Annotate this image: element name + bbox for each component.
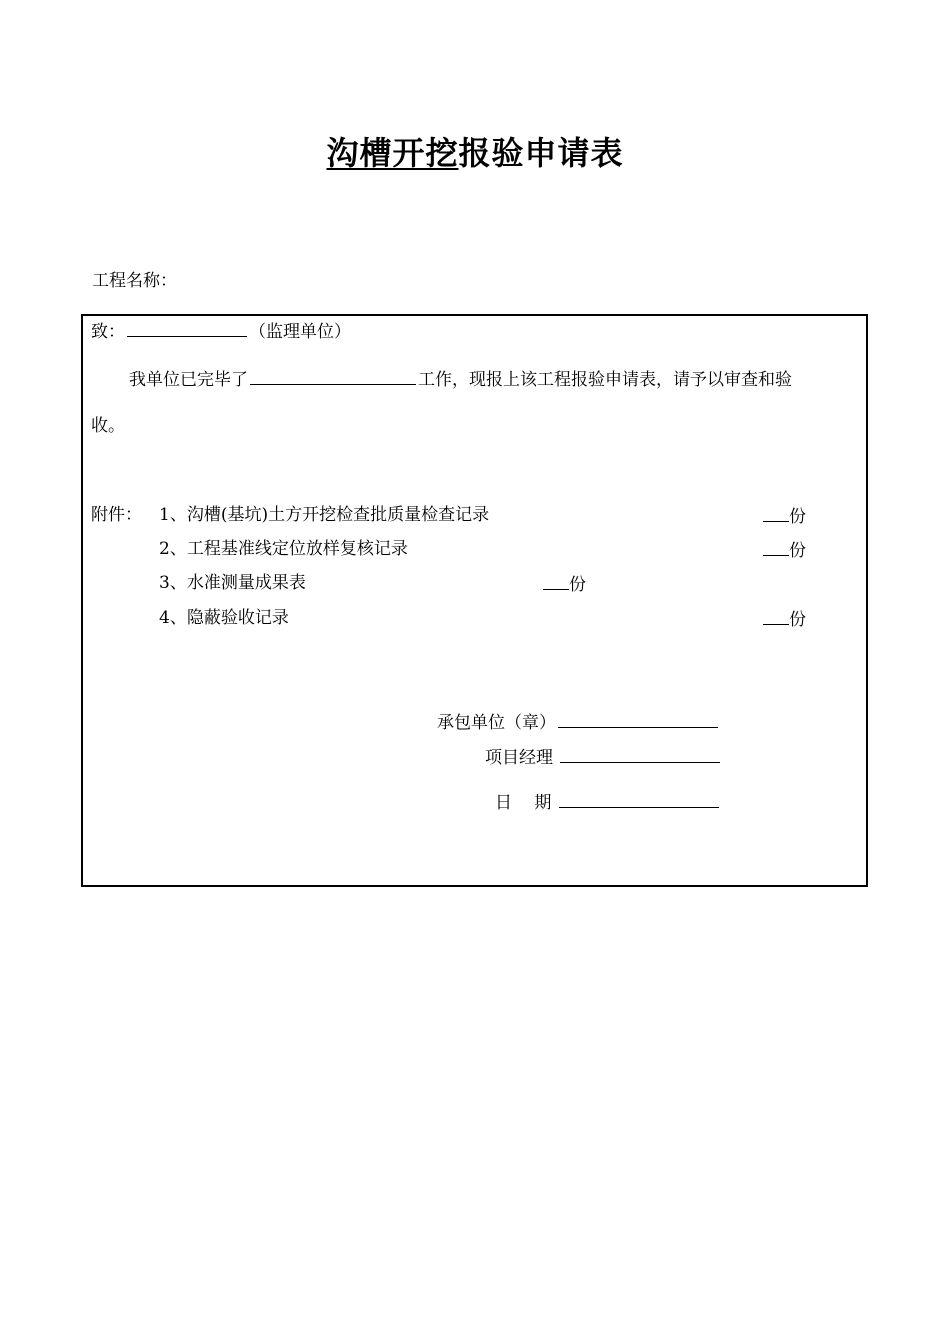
project-name-label: 工程名称：: [92, 271, 177, 291]
body-line2: 收。: [91, 416, 125, 436]
copies-blank-field[interactable]: [543, 571, 569, 590]
body-row: [129, 366, 792, 392]
page-title: [0, 128, 950, 174]
attachment-item-4: 4、隐蔽验收记录: [159, 608, 289, 628]
attachment-item-3: 3、水准测量成果表: [159, 573, 306, 593]
manager-signature-field[interactable]: [560, 744, 720, 763]
attachment-copies-1: [763, 503, 806, 529]
contractor-row: [437, 709, 720, 735]
date-label: 日 期: [495, 793, 552, 813]
copies-unit: 份: [789, 507, 806, 527]
attachment-copies-2: [763, 537, 806, 563]
copies-unit: 份: [569, 575, 586, 595]
to-suffix: （监理单位）: [249, 322, 351, 342]
work-blank-field[interactable]: [250, 366, 416, 385]
title-rest: 报验申请表: [458, 134, 624, 172]
manager-row: [485, 744, 722, 770]
contractor-signature-field[interactable]: [558, 709, 718, 728]
manager-label: 项目经理: [485, 748, 553, 768]
date-row: [495, 789, 721, 815]
attachment-item-2: 2、工程基准线定位放样复核记录: [159, 539, 408, 559]
copies-blank-field[interactable]: [763, 503, 789, 522]
copies-unit: 份: [789, 541, 806, 561]
copies-unit: 份: [789, 610, 806, 630]
date-field[interactable]: [559, 789, 719, 808]
attachments-label: 附件：: [91, 505, 142, 525]
copies-blank-field[interactable]: [763, 537, 789, 556]
attachment-copies-4: [763, 606, 806, 632]
to-label: 致：: [91, 322, 125, 342]
body-prefix: 我单位已完毕了: [129, 370, 248, 390]
form-box: [81, 314, 868, 887]
attachment-copies-3: [543, 571, 586, 597]
attachment-item-1: 1、沟槽(基坑)土方开挖检查批质量检查记录: [159, 505, 490, 525]
title-underlined: 沟槽开挖: [326, 134, 459, 172]
body-suffix: 工作，现报上该工程报验申请表，请予以审查和验: [418, 370, 792, 390]
to-blank-field[interactable]: [127, 318, 247, 337]
copies-blank-field[interactable]: [763, 606, 789, 625]
contractor-label: 承包单位（章）: [437, 713, 556, 733]
to-row: [91, 318, 351, 344]
